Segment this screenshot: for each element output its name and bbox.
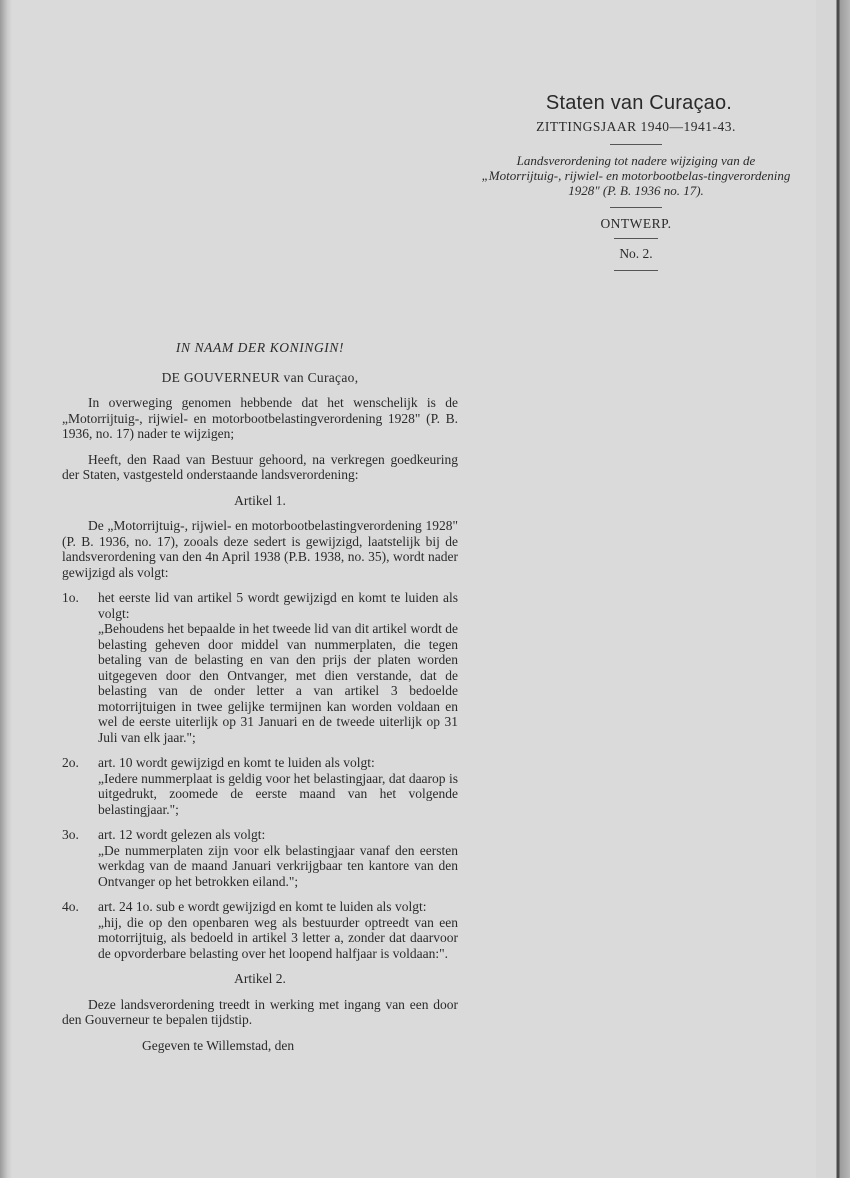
item-number: 3o. [62, 827, 79, 842]
item-text: art. 12 wordt gelezen als volgt: [98, 827, 266, 842]
amendment-item [62, 899, 458, 961]
amendment-item [62, 827, 458, 889]
item-number: 1o. [62, 590, 79, 605]
page-left-edge [0, 0, 12, 1178]
item-quote: „Behoudens het bepaalde in het tweede lid van dit artikel wordt de belasting geheven door middel van nummerplaten, die tegen betaling van de belasting en van den prijs der platen worden uitgegeven door den Ontvanger, met dien verstande, dat de belasting van de onder letter a van artikel 3 bedoelde motorrijtuigen in twee gelijke termijnen kan worden voldaan en wel de eerste uiterlijk op 31 Januari en de tweede uiterlijk op 31 Juli van elk jaar."; [98, 621, 458, 745]
item-text: art. 24 1o. sub e wordt gewijzigd en komt te luiden als volgt: [98, 899, 427, 914]
considering-paragraph: In overweging genomen hebbende dat het wenschelijk is de „Motorrijtuig-, rijwiel- en motorbootbelastingverordening 1928" (P. B. 1936, no. 17) nader te wijzigen; [62, 395, 458, 441]
invocation: IN NAAM DER KONINGIN! [175, 340, 345, 355]
item-number: 2o. [62, 755, 79, 770]
item-text: art. 10 wordt gewijzigd en komt te luiden als volgt: [98, 755, 375, 770]
document-header [480, 92, 792, 271]
divider [614, 270, 658, 271]
document-body [62, 340, 458, 1053]
article-2-text: Deze landsverordening treedt in werking met ingang van een door den Gouverneur te bepalen tijdstip. [62, 996, 458, 1027]
divider [614, 238, 658, 239]
session-years: ZITTINGSJAAR 1940—1941-43. [536, 119, 736, 134]
divider [610, 207, 662, 208]
divider [610, 144, 662, 145]
page-right-edge [816, 0, 850, 1178]
enactment-paragraph: Heeft, den Raad van Bestuur gehoord, na verkregen goedkeuring der Staten, vastgesteld onderstaande landsverordening: [62, 451, 458, 482]
item-quote: „hij, die op den openbaren weg als bestuurder optreedt van een motorrijtuig, als bedoeld in artikel 3 letter a, zonder dat daarvoor de opvorderbare belasting over het loopend halfjaar is voldaan:". [98, 914, 458, 961]
draft-label: ONTWERP. [600, 216, 672, 231]
document-title: Landsverordening tot nadere wijziging van de „Motorrijtuig-, rijwiel- en motorbootbelas-tingverordening 1928" (P. B. 1936 no. 17). [481, 153, 791, 198]
article-1-heading: Artikel 1. [234, 492, 286, 508]
governor-line: DE GOUVERNEUR van Curaçao, [161, 369, 359, 385]
article-1-intro: De „Motorrijtuig-, rijwiel- en motorbootbelastingverordening 1928" (P. B. 1936, no. 17), zooals deze sedert is gewijzigd, laatstelijk bij de landsverordening van den 4n April 1938 (P.B. 1938, no. 35), wordt nader gewijzigd als volgt: [62, 518, 458, 580]
article-2-heading: Artikel 2. [234, 971, 286, 986]
item-number: 4o. [62, 899, 79, 914]
closing-line: Gegeven te Willemstad, den [142, 1037, 295, 1053]
item-quote: „De nummerplaten zijn voor elk belastingjaar vanaf den eersten werkdag van de maand Januari verkrijgbaar ten kantore van den Ontvanger op het betrokken eiland."; [98, 842, 458, 889]
document-number: No. 2. [619, 246, 653, 261]
item-quote: „Iedere nummerplaat is geldig voor het belastingjaar, dat daarop is uitgedrukt, zoomede de eerste maand van het volgende belastingjaar."; [98, 770, 458, 817]
institution-name: Staten van Curaçao. [545, 92, 733, 114]
amendment-item [62, 755, 458, 817]
amendment-item [62, 590, 458, 745]
item-text: het eerste lid van artikel 5 wordt gewijzigd en komt te luiden als volgt: [98, 590, 458, 621]
